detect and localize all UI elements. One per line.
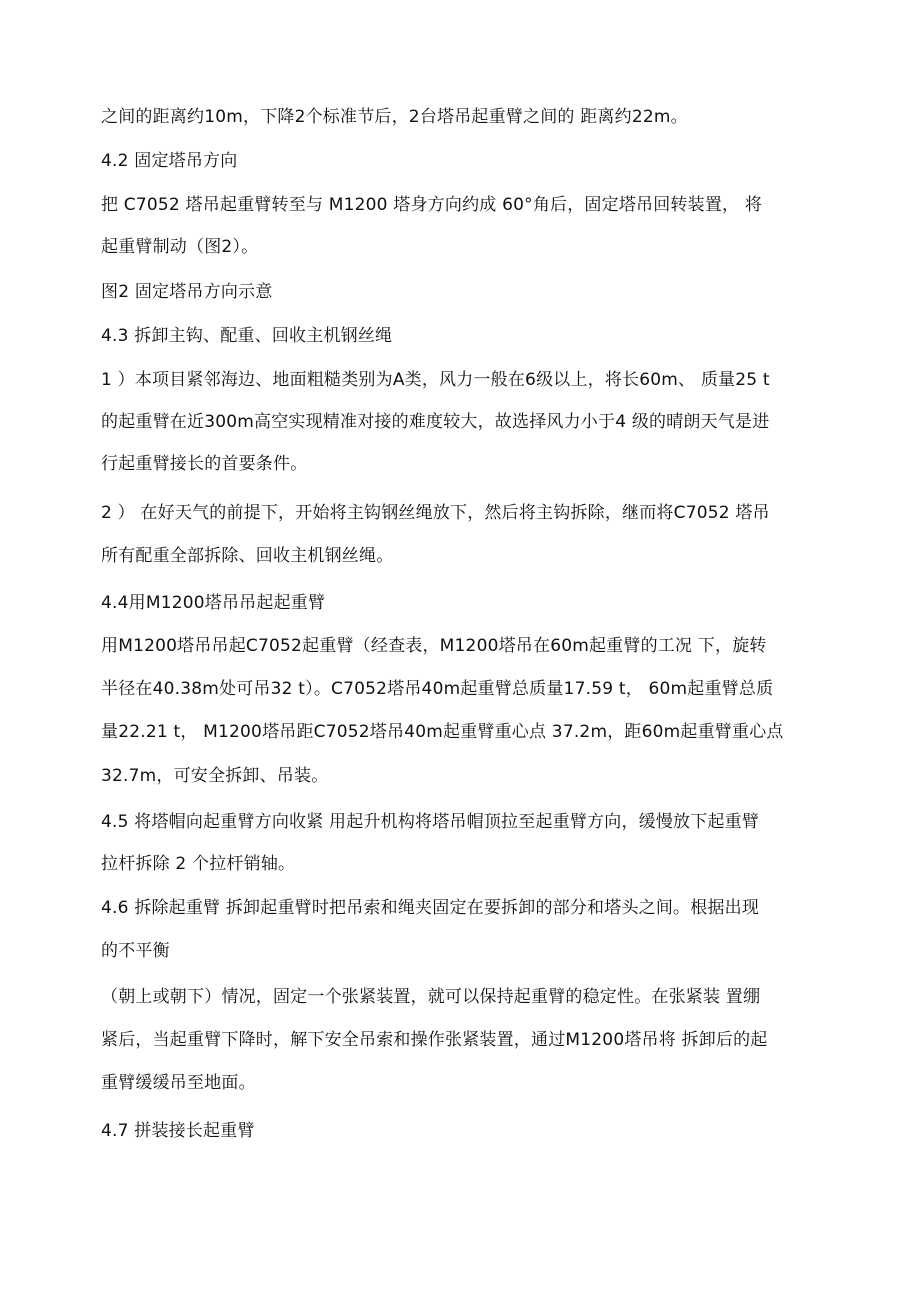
section-heading-4-7: 4.7 拼装接长起重臂 <box>101 1121 255 1141</box>
text-line: （朝上或朝下）情况，固定一个张紧装置，就可以保持起重臂的稳定性。在张紧装 置绷 <box>101 987 761 1007</box>
text-line: 2 ） 在好天气的前提下，开始将主钩钢丝绳放下，然后将主钩拆除，继而将C7052 塔吊 <box>101 503 770 523</box>
text-line: 拉杆拆除 2 个拉杆销轴。 <box>101 854 296 874</box>
section-heading-4-4: 4.4用M1200塔吊吊起起重臂 <box>101 593 326 613</box>
text-line: 紧后，当起重臂下降时，解下安全吊索和操作张紧装置，通过M1200塔吊将 拆卸后的起 <box>101 1030 768 1050</box>
section-heading-4-3: 4.3 拆卸主钩、配重、回收主机钢丝绳 <box>101 326 393 346</box>
text-line: 用M1200塔吊吊起C7052起重臂（经查表，M1200塔吊在60m起重臂的工况 下，旋转 <box>101 636 767 656</box>
text-line: 的不平衡 <box>101 941 170 961</box>
text-line: 所有配重全部拆除、回收主机钢丝绳。 <box>101 546 394 566</box>
section-heading-4-5: 4.5 将塔帽向起重臂方向收紧 用起升机构将塔吊帽顶拉至起重臂方向，缓慢放下起重臂 <box>101 812 760 832</box>
section-heading-4-6: 4.6 拆除起重臂 拆卸起重臂时把吊索和绳夹固定在要拆卸的部分和塔头之间。根据出现 <box>101 898 760 918</box>
section-heading-4-2: 4.2 固定塔吊方向 <box>101 151 238 171</box>
text-line: 32.7m，可安全拆卸、吊装。 <box>101 766 329 786</box>
text-line: 量22.21 t， M1200塔吊距C7052塔吊40m起重臂重心点 37.2m，距60m起重臂重心点 <box>101 722 784 742</box>
text-line: 半径在40.38m处可吊32 t）。C7052塔吊40m起重臂总质量17.59 t， 60m起重臂总质 <box>101 679 774 699</box>
figure-caption: 图2 固定塔吊方向示意 <box>101 282 273 302</box>
text-line: 的起重臂在近300m高空实现精准对接的难度较大，故选择风力小于4 级的晴朗天气是进 <box>101 412 770 432</box>
text-line: 行起重臂接长的首要条件。 <box>101 454 308 474</box>
text-line: 1 ）本项目紧邻海边、地面粗糙类别为A类，风力一般在6级以上，将长60m、 质量25 t <box>101 370 770 390</box>
text-line: 起重臂制动（图2）。 <box>101 237 259 257</box>
text-line: 重臂缓缓吊至地面。 <box>101 1073 256 1093</box>
text-line: 之间的距离约10m，下降2个标准节后，2台塔吊起重臂之间的 距离约22m。 <box>101 107 688 127</box>
text-line: 把 C7052 塔吊起重臂转至与 M1200 塔身方向约成 60°角后，固定塔吊回转装置， 将 <box>101 195 763 215</box>
